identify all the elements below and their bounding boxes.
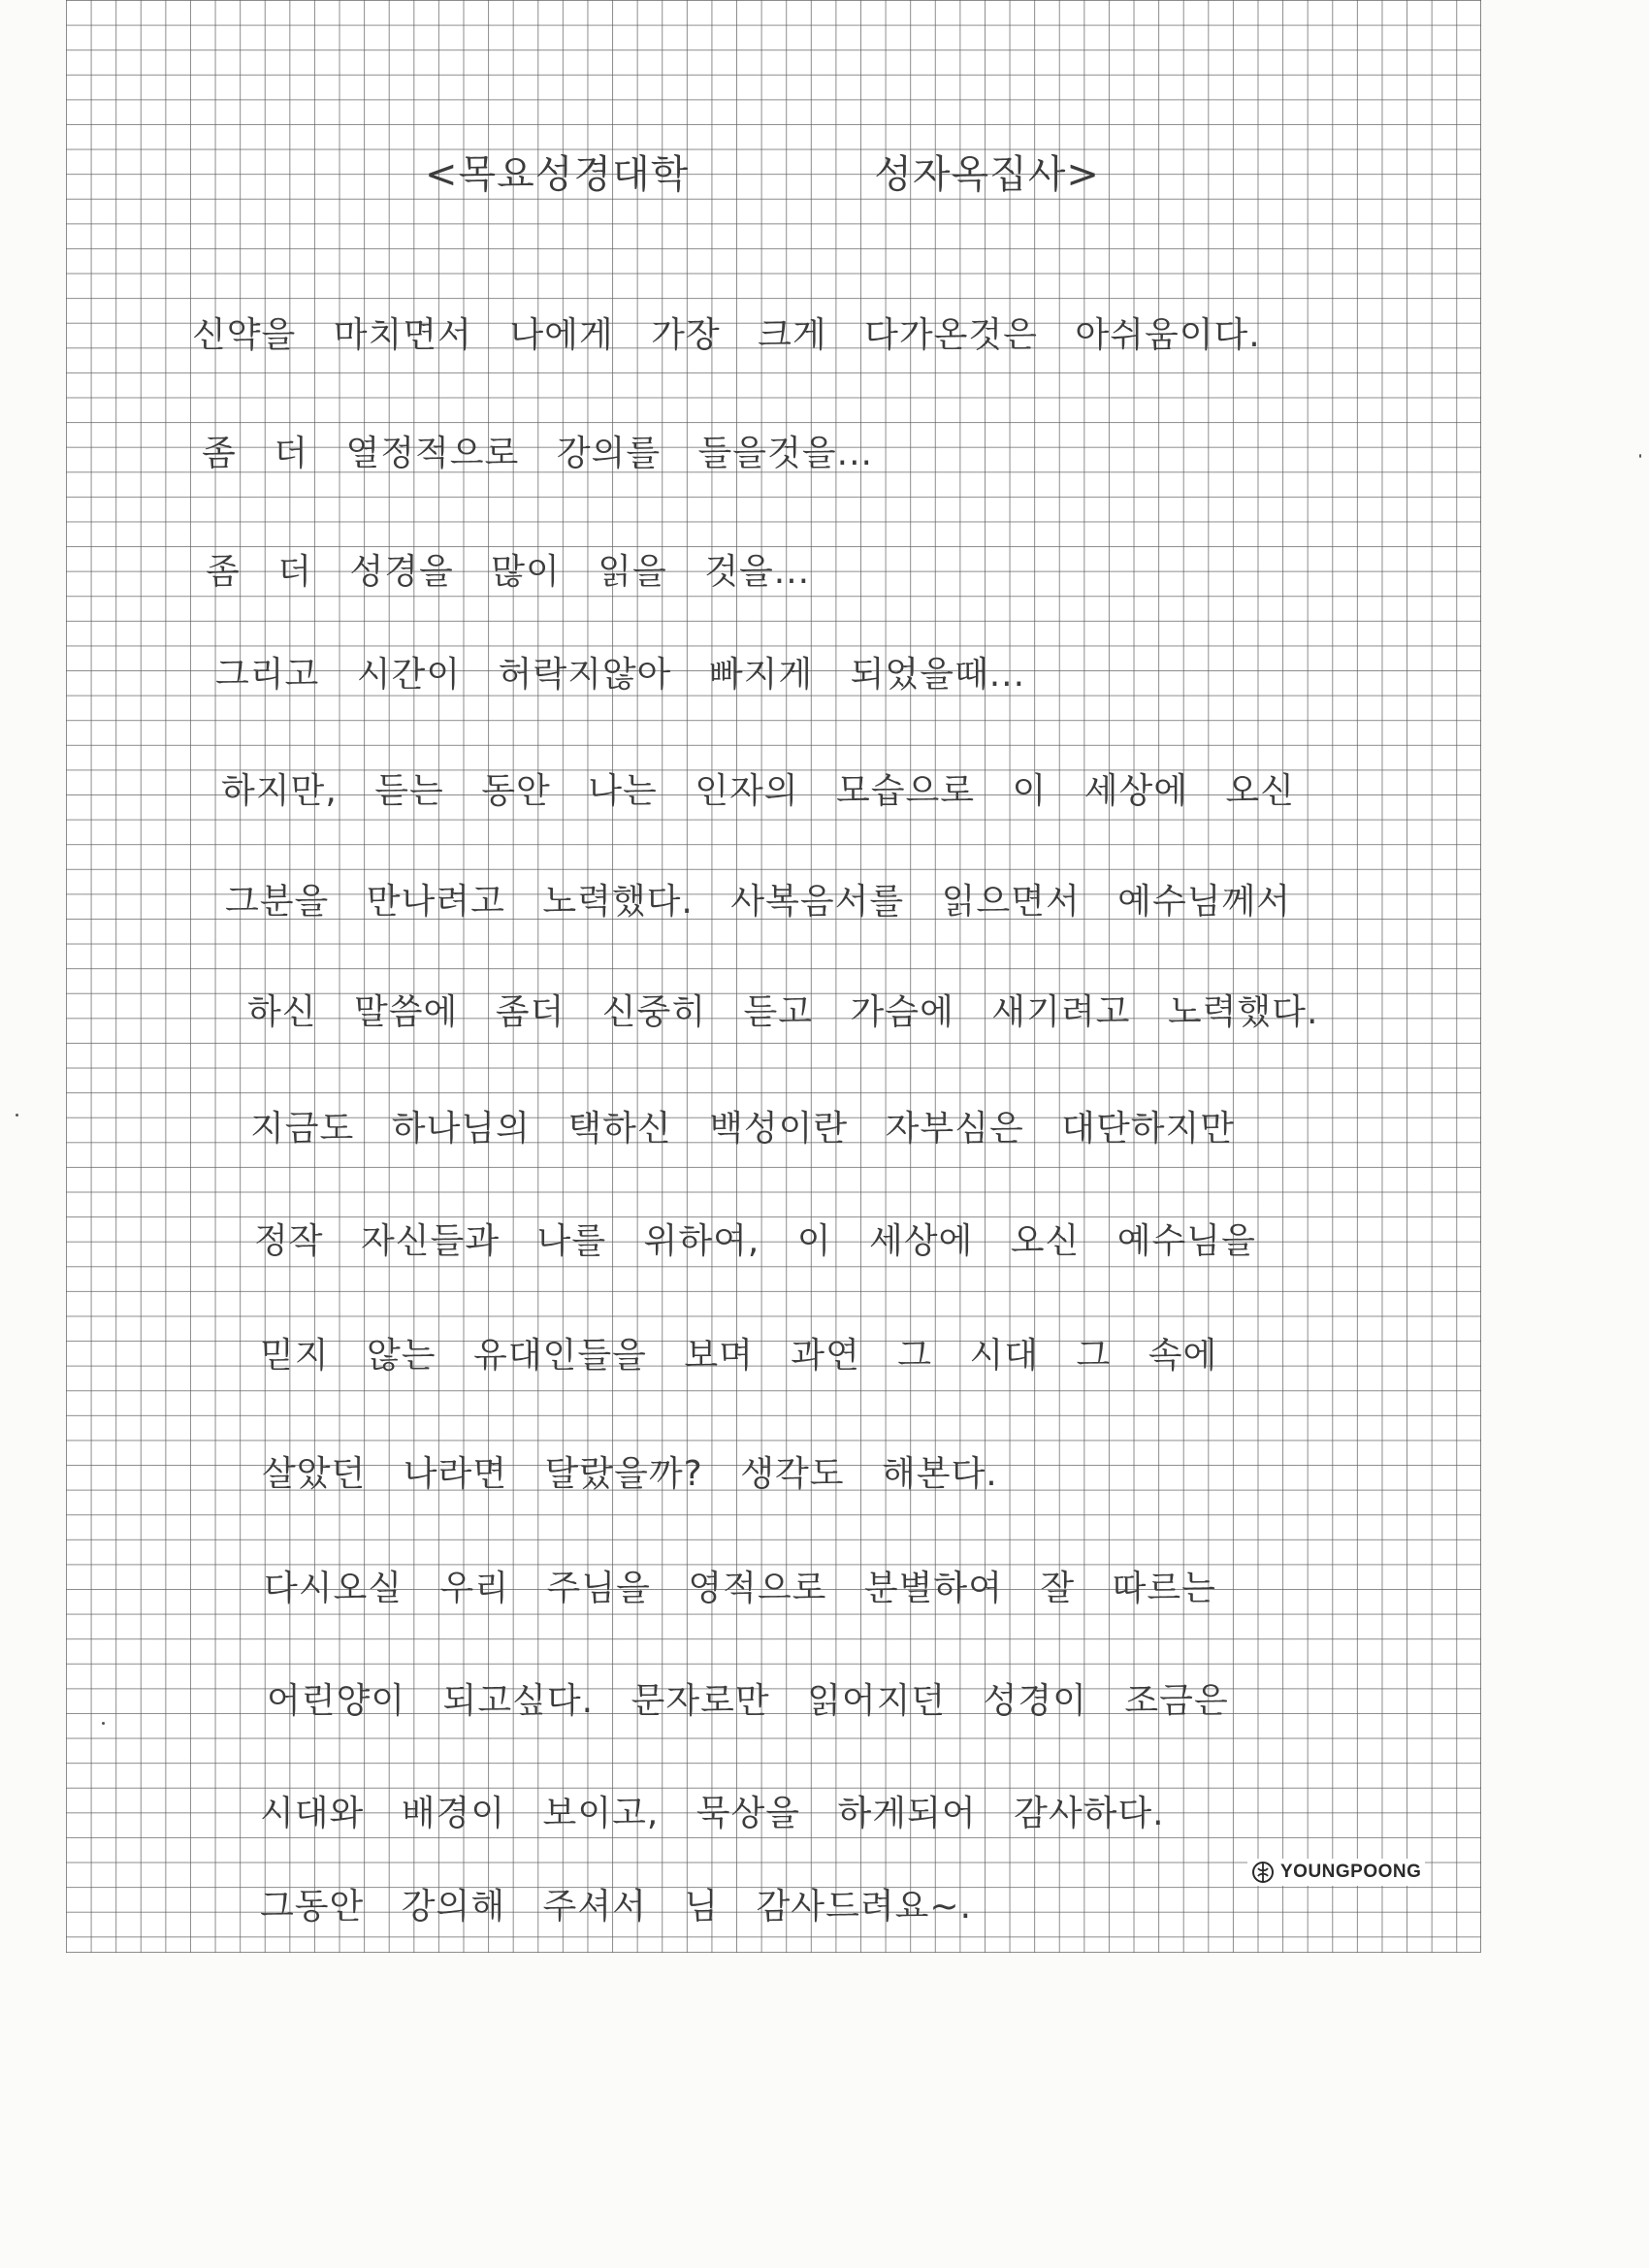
text-line-8: 지금도 하나님의 택하신 백성이란 자부심은 대단하지만: [250, 1109, 1236, 1149]
paper-speck: [1639, 454, 1641, 458]
text-line-10: 믿지 않는 유대인들을 보며 과연 그 시대 그 속에: [260, 1336, 1218, 1376]
text-line-2: 좀 더 열정적으로 강의를 들을것을...: [202, 434, 873, 473]
graph-paper-grid: [66, 0, 1481, 1953]
brand-mark: [1247, 1859, 1425, 1886]
paper-speck: [102, 1722, 105, 1725]
text-line-11: 살았던 나라면 달랐을까? 생각도 해본다.: [262, 1454, 998, 1494]
text-line-9: 정작 자신들과 나를 위하여, 이 세상에 오신 예수님을: [254, 1221, 1256, 1261]
text-line-12: 다시오실 우리 주님을 영적으로 분별하여 잘 따르는: [264, 1569, 1216, 1608]
page-title: <목요성경대학 성자옥집사>: [425, 152, 1100, 197]
text-line-5: 하지만, 듣는 동안 나는 인자의 모습으로 이 세상에 오신: [221, 771, 1296, 811]
paper-speck: [16, 1114, 18, 1117]
text-line-13: 어린양이 되고싶다. 문자로만 읽어지던 성경이 조금은: [267, 1681, 1229, 1721]
text-line-6: 그분을 만나려고 노력했다. 사복음서를 읽으면서 예수님께서: [225, 882, 1292, 922]
text-line-3: 좀 더 성경을 많이 읽을 것을...: [206, 552, 811, 592]
brand-name: YOUNGPOONG: [1280, 1862, 1422, 1882]
youngpoong-logo-icon: [1251, 1861, 1275, 1884]
text-line-15: 그동안 강의해 주셔서 님 감사드려요~.: [260, 1887, 973, 1927]
text-line-4: 그리고 시간이 허락지않아 빠지게 되었을때...: [215, 655, 1026, 695]
text-line-7: 하신 말씀에 좀더 신중히 듣고 가슴에 새기려고 노력했다.: [247, 992, 1319, 1032]
text-line-1: 신약을 마치면서 나에게 가장 크게 다가온것은 아쉬움이다.: [192, 315, 1261, 355]
text-line-14: 시대와 배경이 보이고, 묵상을 하게되어 감사하다.: [260, 1794, 1165, 1833]
